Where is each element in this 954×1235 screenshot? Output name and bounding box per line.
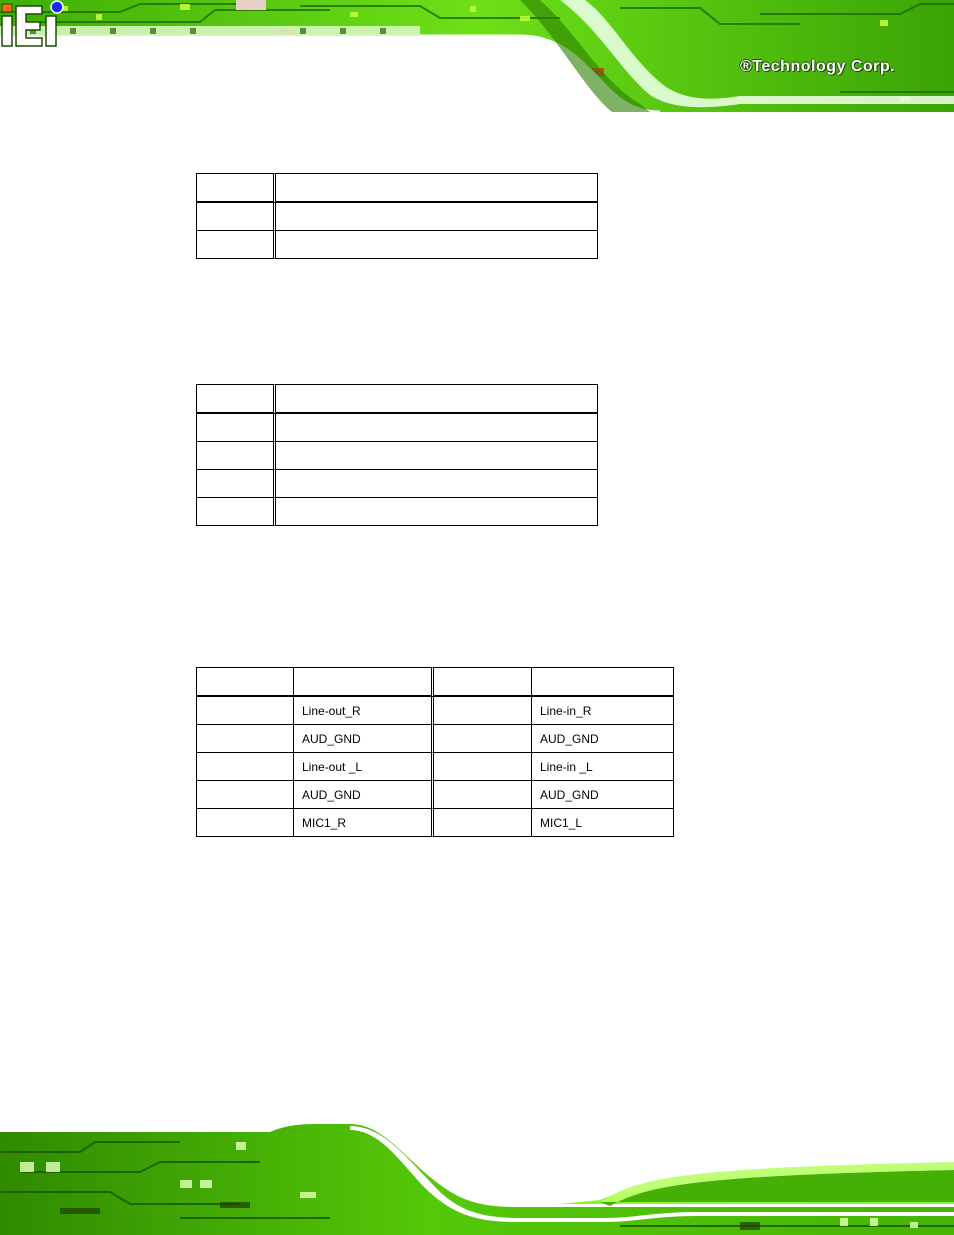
header-cell (276, 384, 598, 414)
header-cell (196, 384, 276, 414)
table-row (196, 809, 674, 837)
table-cell (434, 697, 532, 725)
table-cell (434, 725, 532, 753)
table-header-row (196, 667, 674, 697)
table-row (196, 697, 674, 725)
circuit-board-footer-graphic (0, 1122, 954, 1235)
table-cell (196, 203, 276, 231)
table-cell (276, 414, 598, 442)
header-cell (196, 667, 294, 697)
table-row (196, 414, 598, 442)
table-cell (196, 231, 276, 259)
footer-banner (0, 1122, 954, 1235)
table-cell (434, 809, 532, 837)
table-cell: AUD_GND (294, 781, 434, 809)
table-cell: AUD_GND (532, 781, 674, 809)
table-header-row (196, 173, 598, 203)
table-cell: Line-out_R (294, 697, 434, 725)
table-cell: Line-in_R (532, 697, 674, 725)
table-cell (276, 203, 598, 231)
table-cell (196, 725, 294, 753)
table-row (196, 781, 674, 809)
table-row (196, 231, 598, 259)
table-row (196, 470, 598, 498)
header-cell (276, 173, 598, 203)
table-cell: MIC1_L (532, 809, 674, 837)
table-row (196, 753, 674, 781)
table-cell (196, 753, 294, 781)
table-cell (276, 442, 598, 470)
table-row (196, 442, 598, 470)
table-cell (276, 231, 598, 259)
table-cell (196, 781, 294, 809)
table-cell: Line-in _L (532, 753, 674, 781)
table-cell (196, 414, 276, 442)
table-cell (196, 809, 294, 837)
iei-logo-icon (0, 0, 70, 48)
table-cell (196, 442, 276, 470)
header-cell (196, 173, 276, 203)
header-cell (434, 667, 532, 697)
table-cell: AUD_GND (294, 725, 434, 753)
table-cell (434, 753, 532, 781)
header-cell (294, 667, 434, 697)
circuit-board-header-graphic (0, 0, 954, 112)
table-cell (196, 697, 294, 725)
table-cell: Line-out _L (294, 753, 434, 781)
table-cell (276, 470, 598, 498)
brand-name: ®Technology Corp. (740, 58, 896, 75)
table-row (196, 203, 598, 231)
table-cell (196, 470, 276, 498)
table-cell (276, 498, 598, 526)
header-cell (532, 667, 674, 697)
audio-pinout-table (196, 667, 674, 837)
pinout-table-1 (196, 173, 598, 259)
header-banner (0, 0, 954, 112)
table-cell (434, 781, 532, 809)
pinout-table-2 (196, 384, 598, 526)
table-cell: AUD_GND (532, 725, 674, 753)
table-row (196, 498, 598, 526)
table-cell (196, 498, 276, 526)
table-header-row (196, 384, 598, 414)
table-cell: MIC1_R (294, 809, 434, 837)
table-row (196, 725, 674, 753)
